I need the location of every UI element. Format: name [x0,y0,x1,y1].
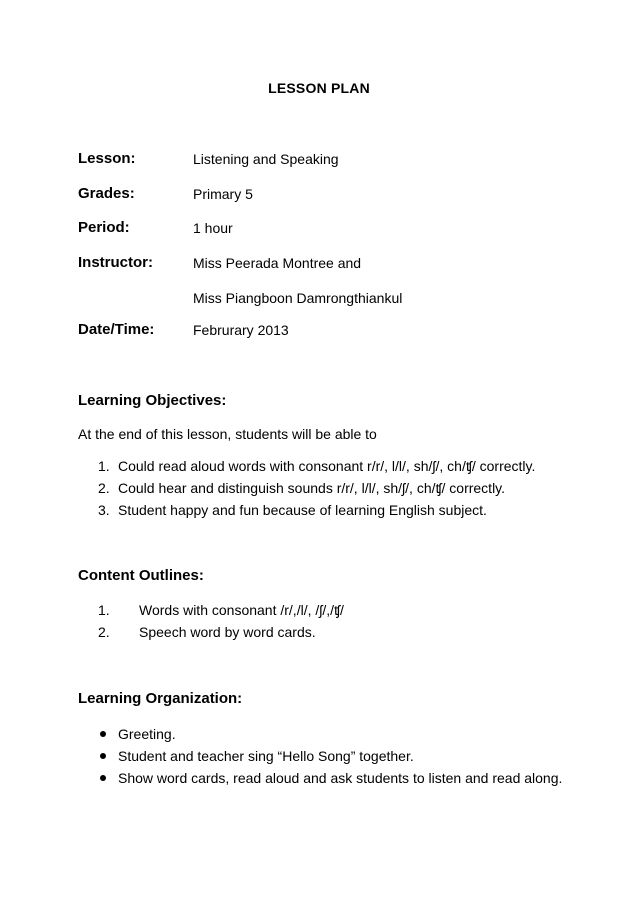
list-item-number: 2. [98,480,110,496]
bullet-icon [100,753,106,759]
outlines-heading: Content Outlines: [78,567,204,584]
list-item-text: Greeting. [118,726,176,742]
bullet-icon [100,775,106,781]
instructor-value-line2: Miss Piangboon Damrongthiankul [193,290,403,306]
objectives-intro: At the end of this lesson, students will be able to [78,426,377,442]
lesson-label: Lesson: [78,150,136,167]
instructor-value-line1: Miss Peerada Montree and [193,255,362,271]
instructor-label: Instructor: [78,254,153,271]
list-item-text: Speech word by word cards. [139,624,316,640]
bullet-icon [100,731,106,737]
grades-label: Grades: [78,185,135,202]
list-item-text: Student and teacher sing “Hello Song” together. [118,748,414,764]
datetime-value: Februrary 2013 [193,322,289,338]
list-item-text: Could hear and distinguish sounds r/r/, l/l/, sh/ʃ/, ch/ʧ/ correctly. [118,480,506,496]
datetime-label: Date/Time: [78,321,155,338]
list-item-number: 3. [98,502,110,518]
list-item-text: Words with consonant /r/,/l/, /ʃ/,/ʧ/ [139,602,344,618]
lesson-value: Listening and Speaking [193,151,339,167]
objectives-heading: Learning Objectives: [78,392,227,409]
organization-heading: Learning Organization: [78,690,243,707]
list-item-text: Show word cards, read aloud and ask students to listen and read along. [118,770,563,786]
period-value: 1 hour [193,220,233,236]
period-label: Period: [78,219,130,236]
list-item-text: Student happy and fun because of learning English subject. [118,502,487,518]
grades-value: Primary 5 [193,186,253,202]
list-item-text: Could read aloud words with consonant r/r/, l/l/, sh/ʃ/, ch/ʧ/ correctly. [118,458,536,474]
list-item-number: 1. [98,458,110,474]
list-item-number: 2. [98,624,110,640]
document-title: LESSON PLAN [268,80,370,96]
list-item-number: 1. [98,602,110,618]
